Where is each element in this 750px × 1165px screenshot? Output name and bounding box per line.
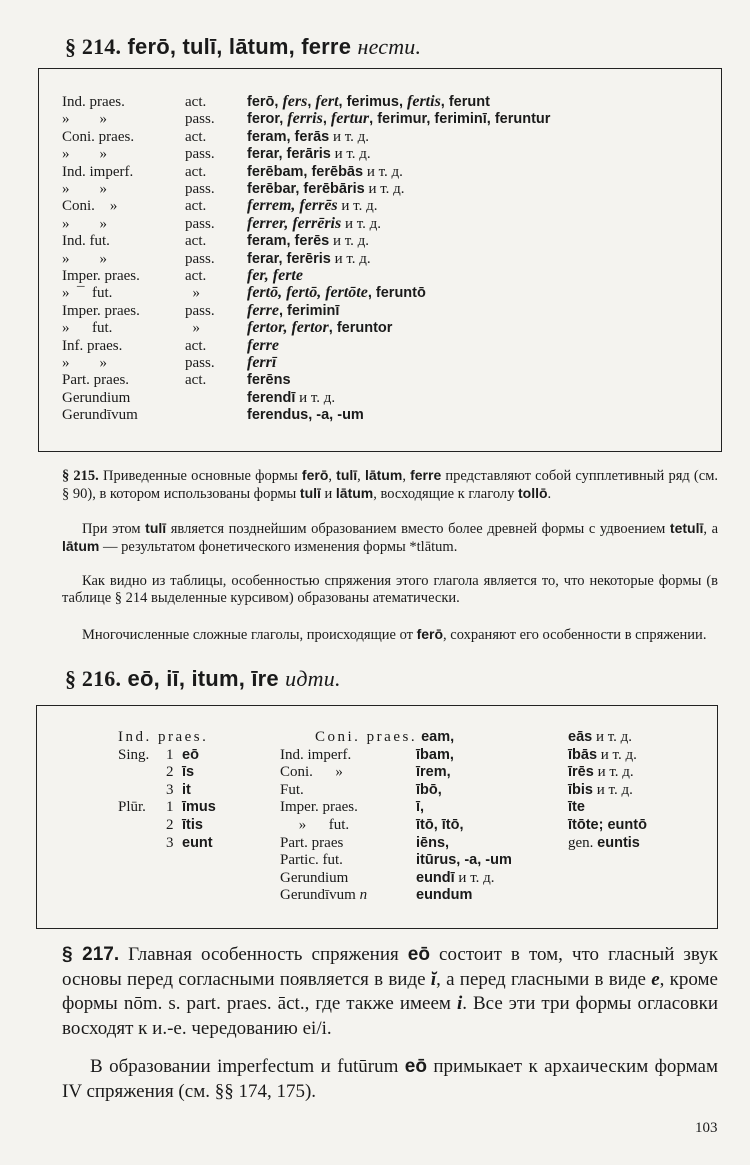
verb-forms (247, 250, 371, 268)
table-heading (315, 729, 454, 747)
person-number: 3 (166, 834, 174, 851)
form-category: » » (62, 111, 107, 128)
verb-form (182, 817, 203, 835)
form-run: ferre (247, 301, 279, 319)
form-run: ferre (247, 336, 279, 354)
text-run: gen. (568, 834, 598, 851)
paragraph (62, 573, 718, 607)
form-run: ferrem, ferrēs (247, 197, 338, 215)
latin-form: lātum (335, 484, 374, 501)
form-run: fertur (330, 110, 370, 128)
form-run: ferendī (247, 389, 296, 406)
voice: pass. (185, 355, 215, 371)
form-category: » » (62, 355, 107, 371)
latin-form: it (182, 781, 191, 798)
verb-form (182, 835, 213, 853)
latin-form: ībās (568, 746, 598, 763)
form-category: Part. praes (280, 834, 344, 851)
table-row (0, 110, 740, 128)
text-run: Как видно из таблицы, особенностью спряжения этого глагола является то, что некоторые формы (в таблице § 214 выделенные курсивом) образованы атематически. (62, 573, 718, 606)
paragraph (62, 943, 718, 1041)
verb-forms (247, 93, 490, 111)
form-run: ferrer, ferrēris (247, 214, 342, 232)
form-category: Coni. » (280, 764, 343, 781)
verb-forms (247, 215, 381, 233)
table-row (0, 163, 740, 181)
form-category: Ind. imperf. (62, 163, 134, 180)
person-number: 1 (166, 799, 174, 816)
voice: pass. (185, 302, 215, 319)
form-run: fertō, fertō, fertōte (247, 284, 368, 302)
person-number: 2 (166, 764, 174, 781)
form-category: Ind. fut. (62, 233, 110, 250)
form-run: и т. д. (341, 215, 382, 232)
form-run: ferēbar, ferēbāris (247, 181, 365, 197)
form-category: Gerundium (280, 869, 349, 886)
verb-form (182, 747, 199, 765)
latin-form: tetulī (669, 520, 704, 536)
form-category: Gerundium (62, 389, 131, 406)
table-row (0, 250, 740, 268)
heading-text: Ind. praes. (118, 729, 209, 745)
latin-form: § 217. (62, 944, 120, 965)
form-run: ferrī (247, 354, 277, 371)
latin-form: ferre (410, 467, 442, 483)
form-run: и т. д. (363, 163, 403, 180)
form-run: , feruntō (367, 285, 426, 302)
form-run: ferar, ferāris (247, 146, 331, 163)
latin-form: ī, (416, 799, 425, 816)
text-run: Приведенные основные формы (98, 468, 302, 484)
form-run: feror, (247, 111, 288, 128)
number-label: Plūr. (118, 799, 146, 816)
vowel-form: e (651, 968, 660, 990)
text-run: . (547, 485, 552, 502)
voice: pass. (185, 181, 215, 197)
form-run: , (307, 94, 316, 110)
table-row (0, 406, 740, 424)
voice: act. (185, 337, 207, 354)
number-label: Sing. (118, 746, 150, 763)
latin-form: īte (568, 799, 585, 816)
latin-form: īmus (182, 799, 216, 816)
section-number: § 215. (62, 468, 99, 484)
verb-form (568, 799, 585, 817)
table-row (0, 389, 740, 407)
voice: act. (185, 233, 207, 250)
latin-form: eō (404, 1056, 427, 1077)
form-run: , feruntor (328, 320, 393, 337)
latin-form: eō (182, 746, 199, 763)
text-run: , а перед гласными в виде (436, 968, 652, 990)
latin-form: euntis (597, 834, 640, 851)
verb-forms (247, 371, 291, 389)
form-run: feram, ferās (247, 128, 330, 145)
latin-form: īrem, (416, 764, 451, 781)
form-category: Ind. imperf. (280, 746, 352, 763)
text-run: В образовании imperfectum и futūrum (90, 1056, 405, 1077)
text-run: представляют собой супплетивный ряд (см. § 90), в котором использованы формы (62, 468, 718, 502)
voice: pass. (185, 111, 215, 128)
text-run: и т. д. (597, 746, 637, 763)
form-category: » » (62, 146, 107, 163)
form-run: и т. д. (337, 198, 378, 215)
voice: » (185, 285, 200, 302)
verb-form (568, 729, 632, 747)
form-run: и т. д. (364, 181, 405, 197)
text-run: — результатом фонетического изменения формы *tlātum. (99, 538, 458, 555)
table-heading (118, 729, 208, 747)
paragraph (62, 626, 718, 644)
section-214-heading (65, 34, 421, 60)
latin-form: lātum (364, 467, 403, 483)
verb-forms (247, 406, 364, 424)
table-row (0, 197, 740, 215)
text-run: и (320, 485, 336, 502)
form-category: Imper. praes. (62, 302, 140, 319)
form-run: ferar, ferēris (247, 250, 331, 267)
form-category: Part. praes. (62, 372, 130, 389)
table-row (0, 93, 740, 111)
form-category: Imper. praes. (280, 799, 358, 816)
form-run: , ferimus, (338, 94, 408, 110)
paragraph (62, 467, 718, 503)
voice: act. (185, 94, 207, 110)
verb-form (416, 835, 449, 853)
text-run: , сохраняют его особенности в спряжении. (443, 627, 707, 643)
paragraph (62, 1055, 718, 1104)
form-category: » fut. (62, 320, 113, 337)
principal-parts: eō, iī, itum, īre (127, 666, 279, 691)
voice: pass. (185, 146, 215, 163)
verb-forms (247, 354, 276, 372)
table-row (0, 128, 740, 146)
latin-form: eundī (416, 869, 455, 886)
table-row (0, 267, 740, 285)
latin-form: īrēs (568, 764, 594, 781)
table-row (0, 302, 740, 320)
gloss: идти. (285, 666, 341, 691)
verb-forms (247, 163, 403, 181)
latin-form: eundum (416, 887, 473, 904)
form-run: ferendus, -a, -um (247, 407, 364, 424)
latin-form: itūrus, -a, -um (416, 852, 512, 869)
text-run: , кроме формы nōm. s. part. praes. āct., где также имеем (62, 968, 718, 1014)
form-category: » » (62, 181, 107, 197)
paragraph (62, 520, 718, 556)
form-run: fers (282, 93, 308, 110)
verb-forms (247, 232, 369, 250)
verb-forms (247, 302, 339, 320)
latin-form: ītōte; euntō (568, 817, 647, 833)
text-run: и т. д. (593, 764, 634, 781)
latin-form: ītō, ītō, (416, 817, 464, 833)
person-number: 3 (166, 781, 174, 798)
verb-form (416, 817, 464, 835)
latin-form: ībis (568, 781, 593, 798)
form-run: и т. д. (330, 146, 371, 163)
form-category: » » (62, 250, 107, 267)
verb-form (568, 782, 633, 800)
table-row (0, 180, 740, 198)
latin-form: eō (407, 944, 430, 965)
form-run: и т. д. (295, 389, 336, 406)
form-category: Imper. praes. (62, 268, 140, 284)
form-run: , feriminī (278, 302, 340, 319)
verb-form (416, 747, 454, 765)
latin-form: eam, (417, 729, 455, 745)
verb-form (416, 852, 512, 870)
form-category: » » (62, 215, 107, 232)
voice: act. (185, 198, 207, 215)
form-category: Fut. (280, 781, 304, 798)
latin-form: lātum (62, 537, 100, 554)
latin-form: tulī (336, 467, 358, 483)
voice: act. (185, 128, 207, 145)
form-category: Ind. praes. (62, 94, 125, 110)
table-row (0, 215, 740, 233)
table-row (0, 145, 740, 163)
verb-forms (247, 110, 550, 128)
voice: act. (185, 163, 207, 180)
verb-form (568, 747, 637, 765)
form-category: » fut. (280, 817, 350, 833)
verb-forms (247, 180, 405, 198)
text-run: является позднейшим образованием вместо более древней формы с удвоением (166, 521, 670, 537)
text-run: . Все эти три формы огласовки восходят к и.-е. чередованию ei/i. (62, 993, 718, 1039)
form-category: Gerundīvum (62, 407, 138, 424)
latin-form: īs (182, 764, 195, 781)
verb-forms (247, 284, 426, 302)
vowel-form: ĭ (430, 968, 437, 990)
voice: pass. (185, 250, 215, 267)
form-run: fertis (407, 93, 441, 110)
form-run: , ferunt (440, 94, 490, 110)
form-category: Gerundīvum n (280, 887, 368, 904)
form-run: ferēbam, ferēbās (247, 163, 364, 180)
verb-form (416, 887, 472, 905)
form-run: и т. д. (329, 233, 370, 250)
voice: act. (185, 372, 207, 389)
form-category: » ¯ fut. (62, 285, 113, 302)
table-row (0, 319, 740, 337)
verb-forms (247, 145, 371, 163)
text-run: , а (703, 521, 719, 537)
latin-form: eās (568, 729, 593, 745)
form-category: Inf. praes. (62, 337, 123, 354)
form-category: Coni. » (62, 198, 118, 215)
text-run: и т. д. (592, 729, 633, 745)
gloss: нести. (357, 34, 422, 59)
verb-form (416, 782, 442, 800)
text-run: Главная особенность спряжения (119, 944, 408, 965)
person-number: 2 (166, 817, 174, 833)
verb-form (416, 764, 451, 782)
table-row (0, 284, 740, 302)
text-run: Многочисленные сложные глаголы, происходящие от (82, 627, 417, 643)
form-run: fer, ferte (247, 267, 303, 284)
section-number: § 216. (65, 666, 122, 691)
text-run: состоит в том, что гласный звук основы перед согласными появляется в виде (62, 944, 718, 990)
table-row (0, 232, 740, 250)
page-number: 103 (695, 1120, 718, 1136)
latin-form: tulī (145, 520, 167, 536)
principal-parts: ferō, tulī, lātum, ferre (127, 34, 352, 59)
section-216-heading (65, 666, 341, 692)
verb-forms (247, 197, 377, 215)
text-run: При этом (82, 521, 146, 537)
form-run: feram, ferēs (247, 233, 330, 250)
text-run: примыкает к архаическим формам IV спряжения (см. §§ 174, 175). (62, 1056, 718, 1102)
form-run: ferris (287, 110, 323, 128)
verb-forms (247, 128, 369, 146)
text-run: , (328, 468, 337, 484)
verb-form (568, 817, 647, 835)
table-row (0, 371, 740, 389)
text-run: и т. д. (592, 781, 633, 798)
form-category: Partic. fut. (280, 852, 343, 869)
form-run: fert (315, 93, 339, 110)
latin-form: ībō, (416, 781, 442, 798)
latin-form: ferō (301, 467, 329, 483)
verb-form (182, 782, 191, 800)
heading-text: Coni. praes. (315, 729, 418, 745)
verb-forms (247, 389, 335, 407)
gender-mark: n (355, 887, 368, 904)
form-run: fertor, fertor (247, 319, 329, 337)
person-number: 1 (166, 746, 174, 763)
vowel-form: i (456, 993, 463, 1014)
verb-form (182, 799, 216, 817)
section-number: § 214. (65, 34, 122, 59)
table-row (0, 337, 740, 355)
text-run: , (402, 468, 411, 484)
verb-form (416, 870, 495, 888)
latin-form: tollō (518, 484, 548, 501)
verb-forms (247, 267, 303, 285)
latin-form: ībam, (416, 746, 454, 763)
latin-form: ītis (182, 817, 203, 833)
text-run: , восходящие к глаголу (373, 485, 518, 502)
form-run: , (322, 111, 331, 128)
verb-form (568, 835, 640, 853)
verb-form (182, 764, 194, 782)
verb-forms (247, 337, 279, 355)
latin-form: eunt (182, 834, 213, 851)
latin-form: ferō (416, 626, 444, 642)
voice: » (185, 320, 200, 337)
latin-form: iēns, (416, 834, 450, 851)
form-run: , ferimur, feriminī, feruntur (369, 111, 551, 128)
table-row (0, 354, 740, 372)
voice: act. (185, 268, 207, 284)
voice: pass. (185, 215, 215, 232)
text-run: , (357, 468, 365, 484)
form-run: и т. д. (329, 128, 370, 145)
form-run: ferēns (247, 372, 291, 389)
verb-form (416, 799, 424, 817)
form-run: и т. д. (330, 250, 371, 267)
text-run: и т. д. (454, 869, 495, 886)
latin-form: tulī (299, 484, 321, 501)
form-run: ferō, (247, 94, 283, 110)
form-category: Coni. praes. (62, 128, 135, 145)
verb-form (568, 764, 634, 782)
verb-forms (247, 319, 392, 337)
